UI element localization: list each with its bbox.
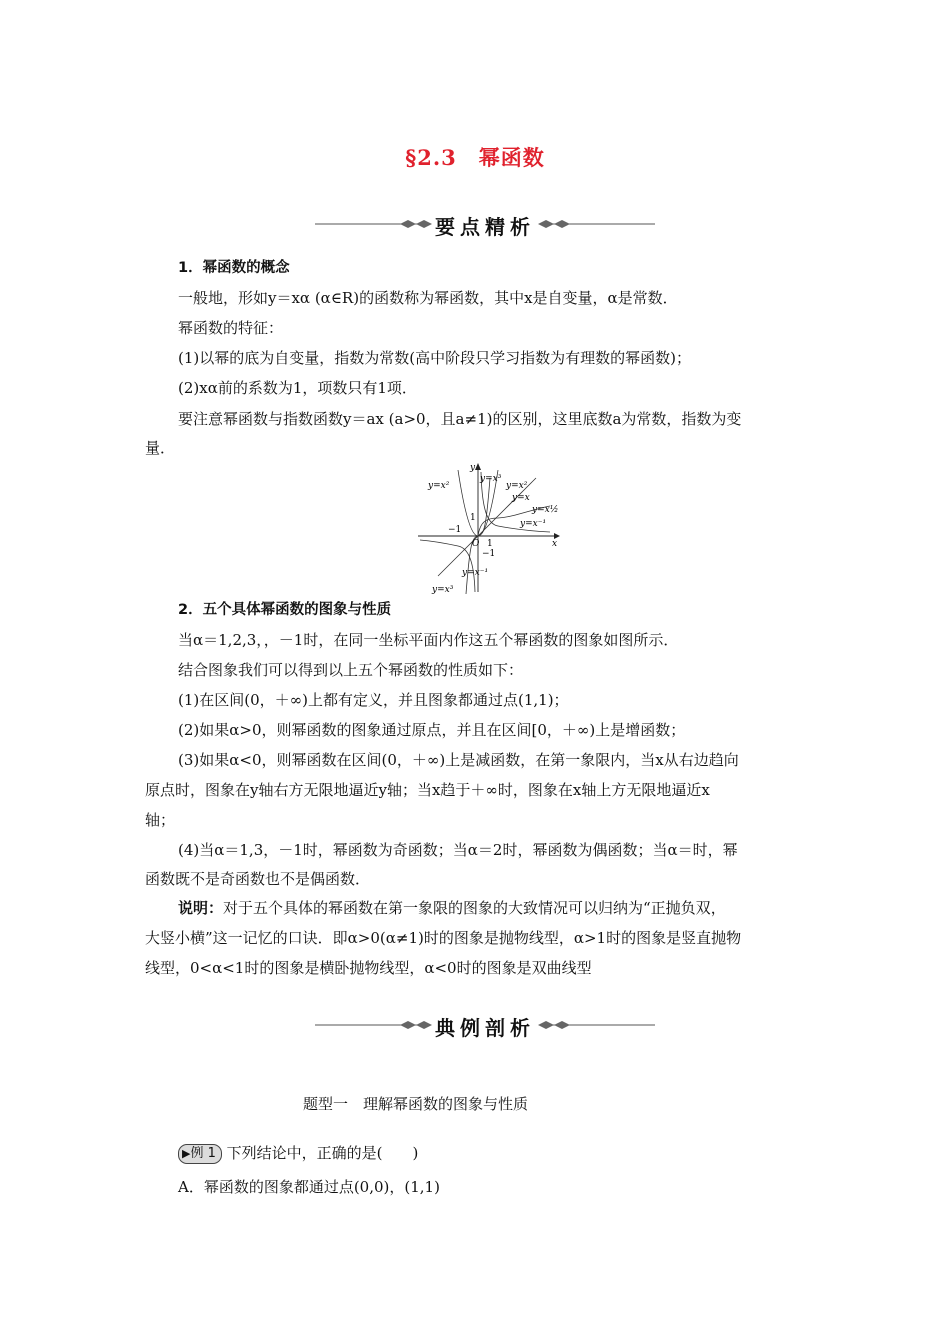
label-one-y: 1	[470, 513, 476, 523]
text-line: (2)如果α>0，则幂函数的图象通过原点，并且在区间[0，＋∞)上是增函数；	[178, 721, 686, 739]
text-line: (1)在区间(0，＋∞)上都有定义，并且图象都通过点(1,1)；	[178, 691, 569, 709]
option-a: A．幂函数的图象都通过点(0,0)，(1,1)	[178, 1178, 440, 1196]
note-line: 线型，0<α<1时的图象是横卧抛物线型，α<0时的图象是双曲线型	[145, 959, 592, 977]
label-inv: y=x⁻¹	[520, 519, 547, 529]
text-line: 轴；	[145, 811, 176, 829]
label-x-axis: x	[552, 539, 558, 549]
example-question	[178, 1143, 418, 1164]
label-one: 1	[487, 539, 493, 549]
note-line	[178, 898, 726, 918]
text-line: 一般地，形如y＝xα (α∈R)的函数称为幂函数，其中x是自变量，α是常数．	[178, 289, 678, 307]
note-line: 大竖小横”这一记忆的口诀．即α>0(α≠1)时的图象是抛物线型，α>1时的图象是竖直抛物	[145, 929, 742, 947]
play-icon: ▶	[182, 1147, 191, 1160]
label-x: y=x	[512, 493, 530, 503]
heading-concept: 1．幂函数的概念	[178, 260, 290, 276]
label-x2-left: y=x²	[428, 481, 450, 491]
text-line: 量．	[145, 439, 176, 457]
topic-title: 题型一 理解幂函数的图象与性质	[303, 1095, 529, 1113]
text-line: 要注意幂函数与指数函数y＝ax (a>0，且a≠1)的区别，这里底数a为常数，指数为变	[178, 410, 742, 428]
label-neg-one-y: −1	[482, 549, 496, 559]
label-y-axis: y	[470, 463, 476, 473]
label-origin: O	[472, 539, 480, 549]
label-sqrt: y=x½	[532, 505, 559, 515]
heading-five-functions: 2．五个具体幂函数的图象与性质	[178, 602, 392, 618]
text-line: 当α＝1,2,3，，－1时，在同一坐标平面内作这五个幂函数的图象如图所示．	[178, 631, 679, 649]
text-line: (3)如果α<0，则幂函数在区间(0，＋∞)上是减函数，在第一象限内，当x从右边趋向	[178, 751, 739, 769]
section-banner-key-points	[300, 207, 670, 241]
note-text: 对于五个具体的幂函数在第一象限的图象的大致情况可以归纳为“正抛负双，	[223, 899, 726, 917]
example-badge-label: 例 1	[190, 1146, 216, 1161]
example-badge	[178, 1144, 222, 1164]
page-title: §2.3 幂函数	[405, 145, 545, 170]
text-line: 原点时，图象在y轴右方无限地逼近y轴；当x趋于＋∞时，图象在x轴上方无限地逼近x	[145, 781, 710, 799]
y-arrow-icon	[475, 463, 481, 470]
label-x3: y=x³	[480, 474, 502, 484]
label-x3-b: y=x³	[432, 585, 454, 595]
text-line: (2)xα前的系数为1，项数只有1项．	[178, 379, 417, 397]
power-function-graph	[418, 462, 568, 602]
text-line: 幂函数的特征：	[178, 319, 284, 337]
text-line: 结合图象我们可以得到以上五个幂函数的性质如下：	[178, 661, 524, 679]
section-heading: 要点精析	[435, 215, 535, 239]
label-neg-one: −1	[448, 525, 462, 535]
label-x2: y=x²	[506, 481, 528, 491]
text-line: (4)当α＝1,3，－1时，幂函数为奇函数；当α＝2时，幂函数为偶函数；当α＝时，幂	[178, 841, 738, 859]
note-label: 说明：	[178, 899, 224, 917]
label-inv-b: y=x⁻¹	[462, 568, 489, 578]
text-line: (1)以幂的底为自变量，指数为常数(高中阶段只学习指数为有理数的幂函数)；	[178, 349, 691, 367]
section-banner-examples	[300, 1008, 670, 1042]
question-text: 下列结论中，正确的是( )	[226, 1144, 419, 1162]
text-line: 函数既不是奇函数也不是偶函数．	[145, 870, 371, 888]
section-heading: 典例剖析	[435, 1016, 535, 1040]
